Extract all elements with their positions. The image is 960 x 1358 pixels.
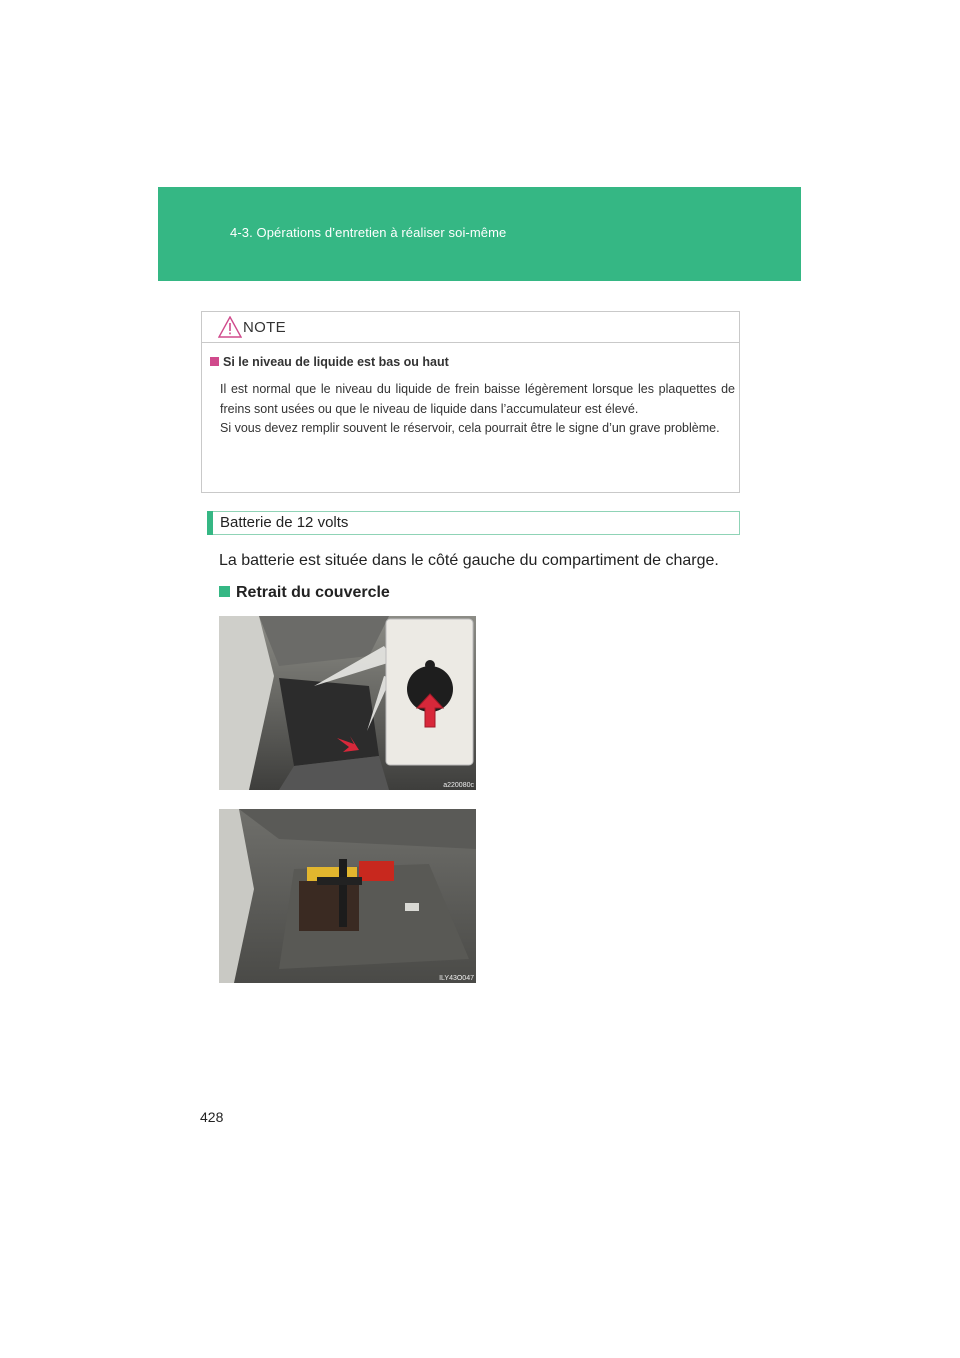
subheading <box>219 584 390 602</box>
note-subtitle-text: Si le niveau de liquide est bas ou haut <box>223 355 449 369</box>
subheading-text: Retrait du couvercle <box>236 584 390 601</box>
note-paragraph: Il est normal que le niveau du liquide de frein baisse légèrement lorsque les plaquettes de freins sont usées ou que le niveau de liquide dans l’accumulateur est élevé. <box>220 382 735 416</box>
note-paragraph: Si vous devez remplir souvent le réservoir, cela pourrait être le signe d’un grave problème. <box>220 421 720 435</box>
chapter-title: 4-3. Opérations d’entretien à réaliser soi-même <box>230 225 507 240</box>
note-label: NOTE <box>243 319 286 336</box>
figure-code: ILY43O047 <box>439 975 474 982</box>
section-title: Batterie de 12 volts <box>220 514 349 531</box>
warning-icon <box>218 316 242 338</box>
page-number: 428 <box>200 1109 224 1125</box>
note-box <box>201 311 740 493</box>
chapter-header <box>158 187 801 281</box>
section-heading <box>207 511 740 535</box>
note-header <box>202 312 739 343</box>
figure-code: a220080c <box>443 782 474 789</box>
cover-removal-illustration <box>219 616 476 790</box>
battery-location-illustration <box>219 809 476 983</box>
intro-text: La batterie est située dans le côté gauche du compartiment de charge. <box>219 552 719 569</box>
section-accent <box>207 511 213 535</box>
square-bullet-icon <box>210 357 219 366</box>
note-body <box>220 380 735 439</box>
note-subtitle <box>210 355 449 369</box>
square-bullet-icon <box>219 586 230 597</box>
